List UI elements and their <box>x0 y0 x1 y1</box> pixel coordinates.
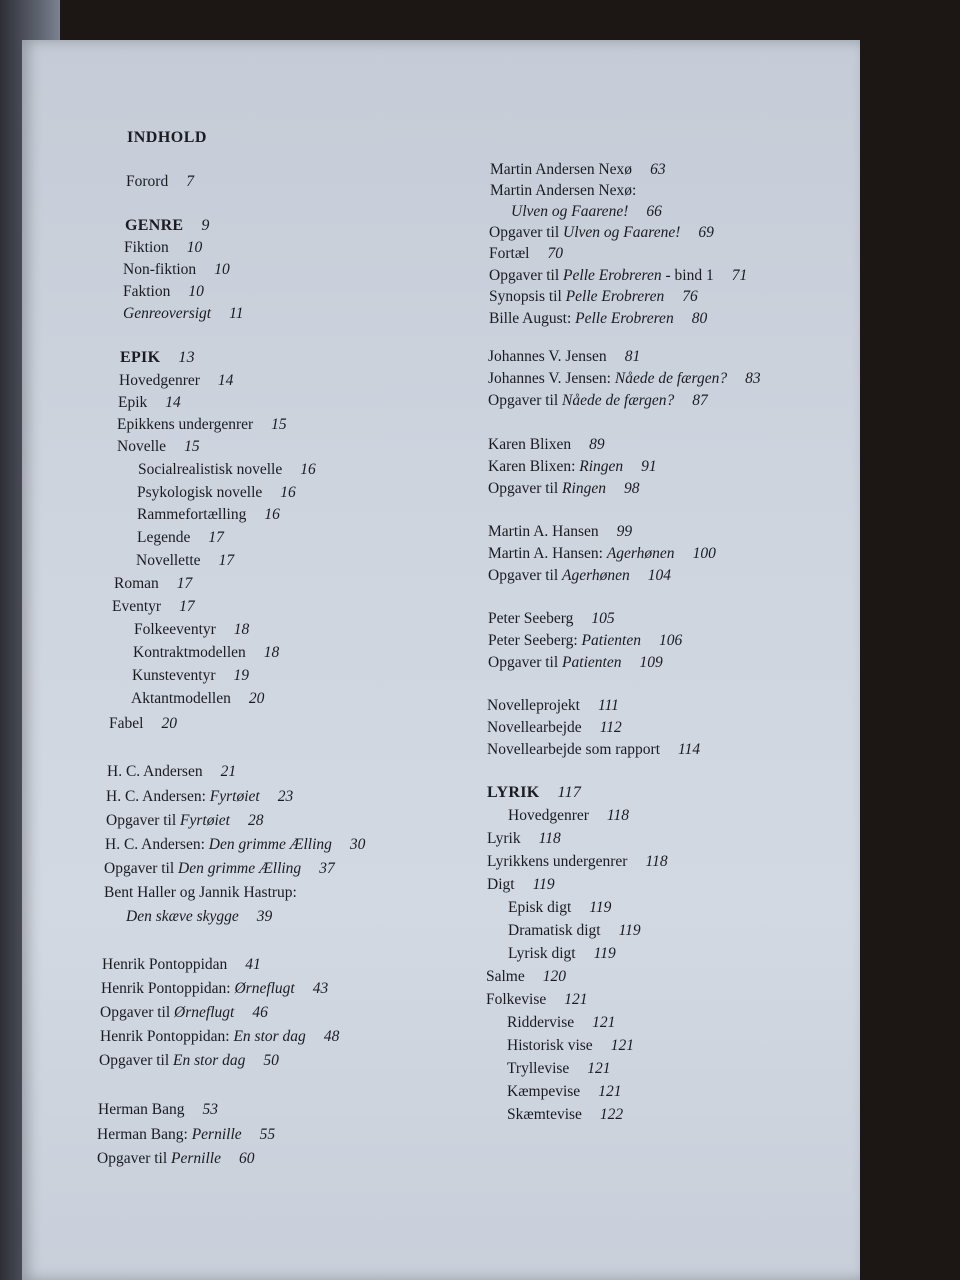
toc-entry <box>112 595 195 618</box>
entry-work-title: Agerhønen <box>606 545 675 562</box>
toc-entry <box>487 694 619 717</box>
entry-page-number: 117 <box>557 784 582 801</box>
entry-text: Opgaver til <box>489 224 564 241</box>
entry-page-number: 89 <box>589 436 605 453</box>
entry-work-title: Nåede de færgen? <box>562 392 675 409</box>
toc-entry <box>488 542 716 565</box>
toc-entry <box>104 881 297 904</box>
toc-section-heading <box>120 346 195 369</box>
toc-entry <box>488 433 605 456</box>
entry-text: Opgaver til <box>104 860 179 877</box>
toc-entry <box>138 458 316 481</box>
entry-text: Salme <box>486 968 525 985</box>
entry-page-number: 76 <box>682 288 698 305</box>
entry-page-number: 66 <box>646 203 662 220</box>
entry-work-title: Pernille <box>191 1126 242 1143</box>
entry-text: Kunsteventyr <box>132 667 216 684</box>
entry-page-number: 43 <box>312 980 329 997</box>
entry-page-number: 18 <box>263 644 280 661</box>
entry-text: Peter Seeberg: <box>488 632 582 649</box>
entry-text: Henrik Pontoppidan: <box>100 1028 234 1045</box>
entry-text: Dramatisk digt <box>508 922 601 939</box>
toc-entry <box>106 785 293 808</box>
toc-entry <box>487 873 555 896</box>
entry-text: Novellearbejde <box>487 719 582 736</box>
toc-entry <box>106 809 263 832</box>
toc-entry <box>488 345 640 368</box>
toc-entry <box>488 477 639 500</box>
entry-page-number: 15 <box>271 416 287 433</box>
entry-page-number: 14 <box>165 394 181 411</box>
toc-entry <box>134 618 249 641</box>
entry-page-number: 17 <box>179 598 195 615</box>
entry-text: Karen Blixen: <box>488 458 580 475</box>
toc-entry <box>489 264 747 287</box>
toc-entry <box>508 942 616 965</box>
entry-page-number: 81 <box>624 348 641 365</box>
entry-text: Synopsis til <box>489 288 566 305</box>
entry-text: Opgaver til <box>488 392 563 409</box>
entry-page-number: 118 <box>538 830 561 847</box>
entry-page-number: 17 <box>218 552 235 569</box>
entry-page-number: 121 <box>587 1060 611 1077</box>
entry-text: Opgaver til <box>488 480 563 497</box>
entry-text: Faktion <box>123 283 171 300</box>
entry-text: Legende <box>137 529 191 546</box>
entry-page-number: 18 <box>233 621 250 638</box>
entry-text: Novellearbejde som rapport <box>487 741 661 758</box>
toc-entry <box>490 179 636 202</box>
entry-work-title: Genreoversigt <box>123 305 212 322</box>
entry-page-number: 120 <box>542 968 566 985</box>
entry-page-number: 20 <box>248 690 265 707</box>
toc-entry <box>136 549 234 572</box>
toc-entry <box>488 629 682 652</box>
toc-entry <box>114 572 192 595</box>
toc-entry <box>486 988 588 1011</box>
toc-entry <box>126 170 194 193</box>
toc-entry <box>507 1103 623 1126</box>
entry-text: GENRE <box>125 217 184 234</box>
entry-page-number: 114 <box>678 741 701 758</box>
entry-page-number: 60 <box>238 1150 255 1167</box>
entry-text: Lyrik <box>487 830 521 847</box>
entry-text: Lyrisk digt <box>508 945 576 962</box>
entry-page-number: 50 <box>263 1052 279 1069</box>
toc-entry <box>489 307 707 330</box>
entry-page-number: 105 <box>591 610 615 627</box>
entry-page-number: 9 <box>201 217 210 234</box>
toc-entry <box>109 712 177 735</box>
entry-work-title: Den grimme Ælling <box>208 836 332 853</box>
toc-entry <box>107 760 236 783</box>
book-page <box>22 40 860 1280</box>
entry-work-title: Ringen <box>562 480 606 497</box>
toc-entry <box>487 827 561 850</box>
toc-entry <box>508 804 629 827</box>
entry-page-number: 55 <box>259 1126 276 1143</box>
entry-page-number: 46 <box>252 1004 268 1021</box>
entry-text: Johannes V. Jensen: <box>488 370 615 387</box>
entry-text: Fortæl <box>489 245 530 262</box>
toc-entry <box>489 221 714 244</box>
toc-entry <box>488 520 632 543</box>
entry-text: Martin A. Hansen <box>488 523 599 540</box>
toc-entry <box>507 1034 634 1057</box>
entry-page-number: 80 <box>691 310 708 327</box>
entry-page-number: 118 <box>606 807 630 824</box>
entry-text: Non-fiktion <box>123 261 197 278</box>
toc-section-heading <box>487 781 581 804</box>
toc-entry <box>487 738 700 761</box>
toc-entry <box>124 236 202 259</box>
toc-entry <box>488 607 615 630</box>
entry-page-number: 10 <box>214 261 230 278</box>
entry-page-number: 98 <box>623 480 640 497</box>
entry-text: Fiktion <box>124 239 169 256</box>
entry-text: Martin Andersen Nexø: <box>490 182 637 199</box>
entry-page-number: 17 <box>208 529 224 546</box>
entry-text: Bent Haller og Jannik Hastrup: <box>104 884 297 901</box>
toc-entry <box>100 1025 339 1048</box>
toc-entry <box>488 389 708 412</box>
entry-work-title: En stor dag <box>233 1028 306 1045</box>
entry-text: Tryllevise <box>507 1060 570 1077</box>
entry-page-number: 69 <box>698 224 714 241</box>
entry-page-number: 48 <box>323 1028 340 1045</box>
entry-text: LYRIK <box>487 784 540 801</box>
entry-page-number: 91 <box>641 458 657 475</box>
entry-page-number: 119 <box>589 899 612 916</box>
toc-entry <box>131 687 264 710</box>
entry-text: Rammefortælling <box>137 506 247 523</box>
entry-page-number: 122 <box>599 1106 624 1123</box>
entry-page-number: 21 <box>220 763 237 780</box>
entry-text: Fabel <box>109 715 144 732</box>
toc-entry <box>488 455 657 478</box>
entry-work-title: Agerhønen <box>562 567 630 584</box>
toc-entry <box>511 200 662 223</box>
toc-entry <box>487 850 668 873</box>
entry-text: Folkevise <box>486 991 547 1008</box>
entry-page-number: 13 <box>178 349 195 366</box>
entry-text: Martin Andersen Nexø <box>490 161 633 178</box>
entry-text: Eventyr <box>112 598 162 615</box>
entry-text: Hovedgenrer <box>508 807 589 824</box>
entry-text: Martin A. Hansen: <box>488 545 607 562</box>
toc-entry <box>137 503 280 526</box>
entry-page-number: 121 <box>564 991 588 1008</box>
entry-page-number: 53 <box>202 1101 219 1118</box>
entry-text: Opgaver til <box>99 1052 174 1069</box>
entry-page-number: 28 <box>247 812 264 829</box>
entry-page-number: 11 <box>229 305 244 322</box>
entry-text: Kontraktmodellen <box>133 644 246 661</box>
entry-text: Opgaver til <box>488 654 563 671</box>
toc-entry <box>101 977 328 1000</box>
toc-entry <box>123 280 204 303</box>
entry-page-number: 10 <box>188 283 204 300</box>
entry-work-title: Fyrtøiet <box>209 788 260 805</box>
toc-entry <box>487 716 622 739</box>
entry-page-number: 109 <box>639 654 663 671</box>
entry-page-number: 63 <box>650 161 666 178</box>
entry-text: Folkeeventyr <box>134 621 216 638</box>
toc-entry <box>488 564 671 587</box>
entry-text: Forord <box>126 173 169 190</box>
toc-entry <box>488 367 761 390</box>
entry-text: H. C. Andersen: <box>105 836 209 853</box>
toc-entry <box>97 1147 254 1170</box>
entry-text: EPIK <box>120 349 161 366</box>
entry-page-number: 118 <box>645 853 668 870</box>
entry-page-number: 112 <box>599 719 622 736</box>
entry-work-title: Ringen <box>579 458 624 475</box>
entry-text: Henrik Pontoppidan: <box>101 980 235 997</box>
entry-text: Herman Bang: <box>97 1126 192 1143</box>
entry-text: Psykologisk novelle <box>137 484 263 501</box>
entry-page-number: 119 <box>618 922 641 939</box>
entry-page-number: 70 <box>547 245 563 262</box>
entry-page-number: 39 <box>256 908 273 925</box>
entry-text: Peter Seeberg <box>488 610 574 627</box>
entry-text: Opgaver til <box>489 267 564 284</box>
entry-page-number: 37 <box>319 860 335 877</box>
entry-text: H. C. Andersen: <box>106 788 210 805</box>
entry-page-number: 104 <box>647 567 672 584</box>
entry-text: Bille August: <box>489 310 576 327</box>
toc-entry <box>489 285 698 308</box>
entry-text: Epik <box>118 394 148 411</box>
entry-text: Henrik Pontoppidan <box>102 956 228 973</box>
entry-work-title: Ørneflugt <box>174 1004 235 1021</box>
toc-entry <box>119 369 233 392</box>
entry-text: Novelle <box>117 438 167 455</box>
entry-page-number: 16 <box>280 484 296 501</box>
entry-work-title: Patienten <box>581 632 641 649</box>
toc-entry <box>508 896 611 919</box>
entry-text: H. C. Andersen <box>107 763 203 780</box>
entry-page-number: 121 <box>598 1083 622 1100</box>
toc-entry <box>507 1057 611 1080</box>
entry-text: Socialrealistisk novelle <box>138 461 283 478</box>
entry-work-title: Fyrtøiet <box>180 812 230 829</box>
toc-entry <box>488 651 663 674</box>
entry-work-title: Den grimme Ælling <box>178 860 302 877</box>
toc-entry <box>102 953 261 976</box>
entry-page-number: 41 <box>245 956 261 973</box>
entry-page-number: 121 <box>592 1014 616 1031</box>
toc-entry <box>132 664 249 687</box>
entry-page-number: 15 <box>184 438 200 455</box>
entry-suffix: - bind 1 <box>661 267 714 284</box>
entry-work-title: Ulven og Faarene! <box>511 203 629 220</box>
entry-text: Opgaver til <box>100 1004 175 1021</box>
entry-page-number: 121 <box>610 1037 634 1054</box>
entry-page-number: 83 <box>745 370 761 387</box>
entry-page-number: 23 <box>277 788 294 805</box>
entry-text: Opgaver til <box>106 812 181 829</box>
toc-entry <box>490 158 666 181</box>
entry-page-number: 30 <box>349 836 366 853</box>
entry-page-number: 14 <box>217 372 234 389</box>
entry-text: Epikkens undergenrer <box>117 416 254 433</box>
entry-page-number: 99 <box>616 523 633 540</box>
entry-work-title: Ørneflugt <box>234 980 295 997</box>
entry-page-number: 71 <box>731 267 748 284</box>
toc-title: INDHOLD <box>127 129 207 146</box>
toc-entry <box>486 965 566 988</box>
entry-page-number: 16 <box>300 461 316 478</box>
entry-page-number: 100 <box>692 545 716 562</box>
entry-page-number: 16 <box>264 506 280 523</box>
toc-entry <box>123 258 230 281</box>
toc-entry <box>105 833 365 856</box>
entry-work-title: Pelle Erobreren <box>575 310 674 327</box>
entry-page-number: 17 <box>176 575 193 592</box>
entry-page-number: 87 <box>692 392 708 409</box>
entry-page-number: 106 <box>658 632 683 649</box>
entry-work-title: En stor dag <box>173 1052 246 1069</box>
toc-entry <box>133 641 279 664</box>
entry-work-title: Pelle Erobreren <box>563 267 662 284</box>
entry-page-number: 119 <box>532 876 555 893</box>
entry-text: Opgaver til <box>488 567 563 584</box>
entry-page-number: 7 <box>186 173 194 190</box>
toc-entry <box>126 905 272 928</box>
entry-text: Hovedgenrer <box>119 372 200 389</box>
toc-entry <box>118 391 181 414</box>
entry-text: Johannes V. Jensen <box>488 348 607 365</box>
toc-entry <box>117 413 287 436</box>
entry-text: Riddervise <box>507 1014 575 1031</box>
toc-entry <box>104 857 335 880</box>
entry-work-title: Pernille <box>171 1150 221 1167</box>
toc-entry <box>99 1049 279 1072</box>
toc-entry <box>507 1011 615 1034</box>
entry-text: Novellette <box>136 552 201 569</box>
entry-text: Novelleprojekt <box>487 697 580 714</box>
entry-text: Episk digt <box>508 899 572 916</box>
toc-entry <box>97 1123 275 1146</box>
entry-page-number: 19 <box>233 667 250 684</box>
entry-text: Skæmtevise <box>507 1106 582 1123</box>
entry-text: Opgaver til <box>97 1150 172 1167</box>
entry-work-title: Nåede de færgen? <box>614 370 728 387</box>
toc-entry <box>98 1098 218 1121</box>
toc-entry <box>508 919 641 942</box>
entry-page-number: 119 <box>593 945 616 962</box>
entry-text: Historisk vise <box>507 1037 593 1054</box>
entry-page-number: 10 <box>186 239 203 256</box>
entry-text: Karen Blixen <box>488 436 572 453</box>
toc-entry <box>137 526 224 549</box>
toc-entry <box>489 242 563 265</box>
entry-page-number: 111 <box>597 697 619 714</box>
toc-entry <box>123 302 243 325</box>
toc-entry <box>507 1080 621 1103</box>
entry-text: Aktantmodellen <box>131 690 231 707</box>
entry-work-title: Ulven og Faarene! <box>563 224 681 241</box>
toc-section-heading <box>125 214 210 237</box>
entry-work-title: Pelle Erobreren <box>565 288 665 305</box>
toc-entry <box>100 1001 268 1024</box>
entry-text: Kæmpevise <box>507 1083 581 1100</box>
entry-work-title: Patienten <box>562 654 622 671</box>
entry-text: Roman <box>114 575 159 592</box>
toc-entry <box>117 435 200 458</box>
entry-work-title: Den skæve skygge <box>126 908 239 925</box>
entry-page-number: 20 <box>161 715 177 732</box>
entry-text: Digt <box>487 876 515 893</box>
toc-entry <box>137 481 296 504</box>
entry-text: Herman Bang <box>98 1101 185 1118</box>
entry-text: Lyrikkens undergenrer <box>487 853 628 870</box>
